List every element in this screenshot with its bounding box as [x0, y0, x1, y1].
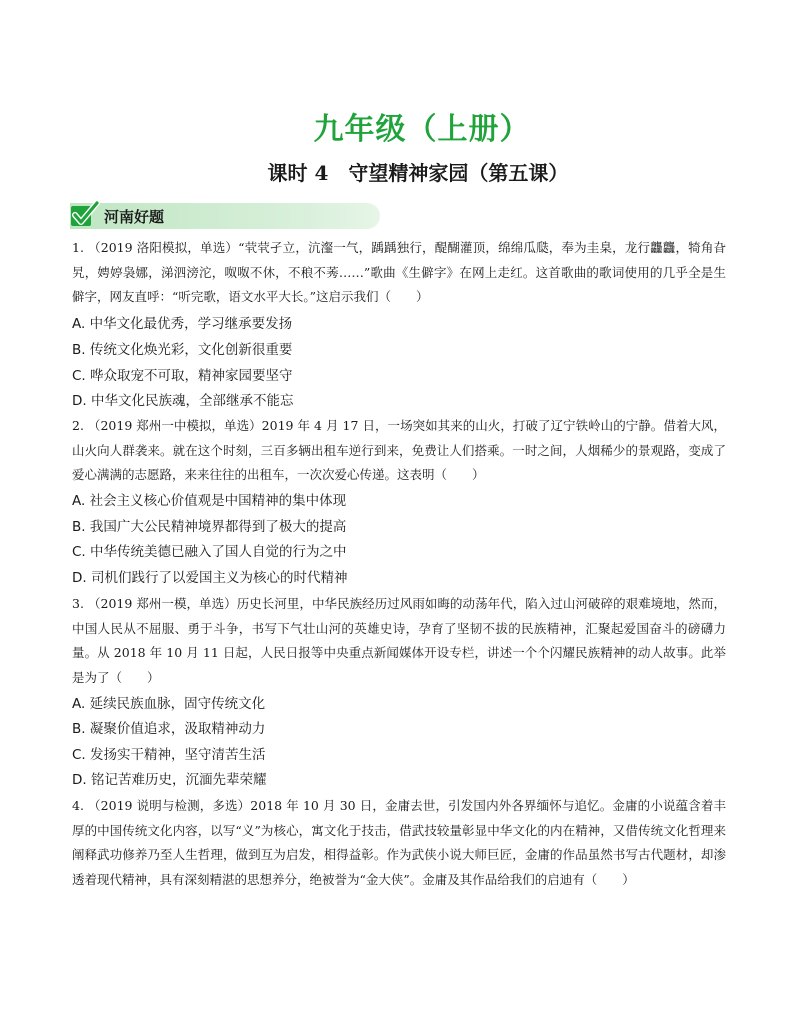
page-title: 九年级（上册） — [313, 112, 531, 147]
question-stem: 2. （2019 郑州一中模拟，单选）2019 年 4 月 17 日，一场突如其来的山火，打破了辽宁铁岭山的宁静。借着大风，山火向人群袭来。就在这个时刻，三百多辆出租车逆行到来，免费让人们搭乘。一时之间，人烟稀少的景观路，变成了爱心满满的志愿路，来来往往的出租车，一次次爱心传递。这表明（ ） — [72, 418, 726, 482]
option-item: B. 我国广大公民精神境界都得到了极大的提高 — [72, 519, 347, 535]
question-stem: 1. （2019 洛阳模拟，单选）“茕茕孑立，沆瀣一气，踽踽独行，醍醐灌顶，绵绵瓜瓞，奉为圭臬，龙行龘龘，犄角旮旯，娉婷袅娜，涕泗滂沱，呶呶不休，不稂不莠……”歌曲《生僻字》在网上走红。这首歌曲的歌词使用的几乎全是生僻字，网友直呼：“听完歌，语文水平大长。”这启示我们（ ） — [72, 240, 726, 304]
section-label: 河南好题 — [104, 208, 165, 226]
option-item: C. 发扬实干精神，坚守清苦生活 — [72, 747, 266, 763]
option-item: D. 铭记苦难历史，沉湎先辈荣耀 — [72, 772, 267, 788]
option-item: D. 中华文化民族魂，全部继承不能忘 — [72, 393, 294, 409]
option-item: A. 延续民族血脉，固守传统文化 — [72, 696, 266, 712]
option-item: C. 哗众取宠不可取，精神家园要坚守 — [72, 368, 293, 384]
option-item: A. 中华文化最优秀，学习继承要发扬 — [72, 316, 293, 332]
option-item: A. 社会主义核心价值观是中国精神的集中体现 — [72, 493, 347, 509]
option-item: C. 中华传统美德已融入了国人自觉的行为之中 — [72, 544, 347, 560]
option-item: B. 凝聚价值追求，汲取精神动力 — [72, 721, 266, 737]
question-stem: 3. （2019 郑州一模，单选）历史长河里，中华民族经历过风雨如晦的动荡年代，陷入过山河破碎的艰难境地，然而，中国人民从不屈服、勇于斗争，书写下气壮山河的英雄史诗，孕育了坚韧不拔的民族精神，汇聚起爱国奋斗的磅礴力量。从 2018 年 10 月 11 日起，人民日报等中央重点新闻媒体开设专栏，讲述一个个闪耀民族精神的动人故事。此举是为了（ ） — [72, 596, 726, 685]
option-item: B. 传统文化焕光彩，文化创新很重要 — [72, 342, 293, 358]
question-stem: 4. （2019 说明与检测，多选）2018 年 10 月 30 日，金庸去世，引发国内外各界缅怀与追忆。金庸的小说蕴含着丰厚的中国传统文化内容，以写“义”为核心，寓文化于技击，借武技较量彰显中华文化的内在精神，又借传统文化哲理来阐释武功修养乃至人生哲理，做到互为启发，相得益彰。作为武侠小说大师巨匠，金庸的作品虽然书写古代题材，却渗透着现代精神，具有深刻精湛的思想养分，绝被誉为“金大侠”。金庸及其作品给我们的启迪有（ ） — [72, 798, 726, 887]
option-item: D. 司机们践行了以爱国主义为核心的时代精神 — [72, 570, 348, 586]
lesson-subtitle: 课时 4 守望精神家园（第五课） — [267, 161, 569, 185]
check-icon — [68, 199, 100, 231]
